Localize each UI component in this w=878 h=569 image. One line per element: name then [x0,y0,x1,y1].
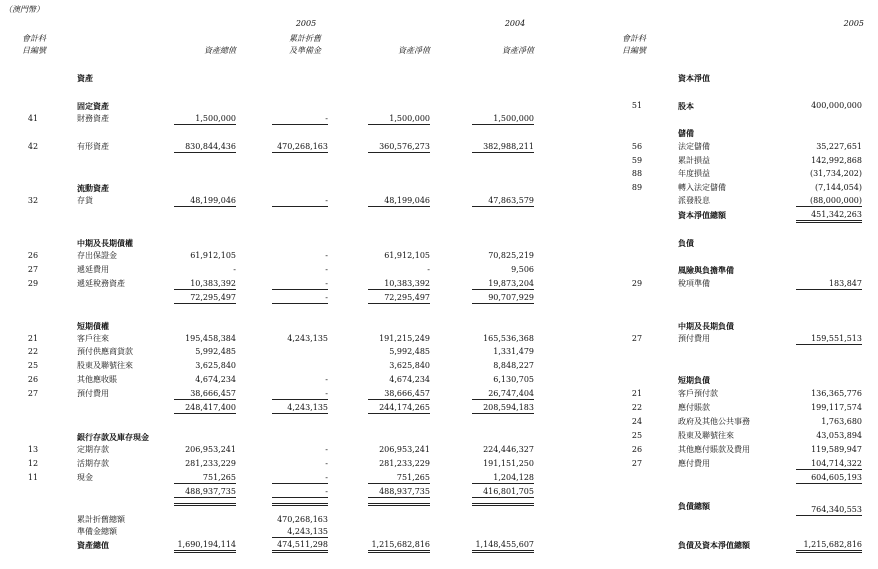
col-net-2004: 資產淨值 [502,46,534,55]
grand-total: 1,215,682,816 [796,540,862,553]
row-code: 24 [631,417,643,426]
short-value: 119,589,947 [811,445,862,454]
row-code: 25 [27,361,39,370]
reserve-value: (31,734,202) [809,169,862,178]
reserve-name: 法定儲備 [678,142,710,151]
code-label: 會計科 [22,34,46,43]
total-depr: 474,511,298 [272,540,328,553]
reserve-value: 142,992,868 [811,156,862,165]
subtotal-net: 244,174,265 [368,403,430,414]
depr-value: - [325,445,328,454]
prev-value: 191,151,250 [483,459,534,468]
equity-total-label: 資本淨值總額 [678,210,726,220]
double-rule [472,503,534,506]
short-value: 1,763,680 [821,417,862,426]
row-code: 89 [631,183,643,192]
subtotal-net: 488,937,735 [368,487,430,498]
prev-value: 165,536,368 [483,334,534,343]
assets-title: 資產 [77,73,93,83]
gross-value: 4,674,234 [195,375,236,384]
net-value: 191,215,249 [379,334,430,343]
reserve-value: 35,227,651 [816,142,862,151]
year-2005: 2005 [295,19,317,28]
row-code: 42 [27,142,39,151]
net-value: 10,383,392 [368,279,430,290]
row-code: 26 [631,445,643,454]
code-label: 目編號 [22,46,46,55]
row-code: 12 [27,459,39,468]
row-code: 41 [27,114,39,123]
subtotal-depr: 4,243,135 [272,403,328,414]
acc-depr-label: 累計折舊總額 [77,515,125,524]
row-name: 預付費用 [77,389,109,398]
net-value: - [427,265,430,274]
row-code: 26 [27,251,39,260]
row-name: 存貨 [77,196,93,205]
net-value: 206,953,241 [379,445,430,454]
col-gross: 資產總值 [204,46,236,55]
net-value: 61,912,105 [384,251,430,260]
row-code: 29 [27,279,39,288]
row-name: 客戶往來 [77,334,109,343]
reserve-name: 轉入法定儲備 [678,183,726,192]
net-value: 48,199,046 [368,196,430,207]
row-code: 56 [631,142,643,151]
prev-value: 1,500,000 [472,114,534,125]
row-code: 27 [631,459,643,468]
depr-value: - [325,265,328,274]
code-label: 會計科 [622,34,646,43]
gross-value: 1,500,000 [174,114,236,125]
total-prev: 1,148,455,607 [472,540,534,553]
short-name: 股東及聯號往來 [678,431,734,440]
long-name: 預付費用 [678,334,710,343]
reserves-heading: 儲備 [678,128,694,138]
prev-value: 224,446,327 [483,445,534,454]
net-value: 360,576,273 [368,142,430,153]
depr-value: 470,268,163 [272,142,328,153]
short-heading: 短期負債 [678,375,710,385]
row-code: 21 [27,334,39,343]
row-code: 26 [27,375,39,384]
row-code: 29 [631,279,643,288]
row-code: 22 [27,347,39,356]
net-value: 4,674,234 [389,375,430,384]
net-value: 3,625,840 [389,361,430,370]
short-value: 43,053,894 [816,431,862,440]
section-heading: 中期及長期債權 [77,238,133,248]
net-value: 38,666,457 [368,389,430,400]
prev-value: 1,204,128 [472,473,534,484]
row-name: 存出保證金 [77,251,117,260]
short-name: 客戶預付款 [678,389,718,398]
row-name: 有形資產 [77,142,109,151]
row-code: 59 [631,156,643,165]
gross-value: 3,625,840 [195,361,236,370]
double-rule [272,503,328,506]
row-code: 27 [27,389,39,398]
risk-name: 稅項準備 [678,279,710,288]
prev-value: 19,873,204 [472,279,534,290]
subtotal-depr: - [272,293,328,304]
reserve-name: 累計損益 [678,156,710,165]
subtotal-depr: - [272,487,328,498]
row-name: 財務資產 [77,114,109,123]
net-value: 281,233,229 [379,459,430,468]
gross-value: 751,265 [174,473,236,484]
short-total: 604,605,193 [796,473,862,484]
subtotal-prev: 416,801,705 [472,487,534,498]
gross-value: 281,233,229 [185,459,236,468]
subtotal-gross: 488,937,735 [174,487,236,498]
liabilities-title: 負債 [678,238,694,248]
row-code: 27 [631,334,643,343]
subtotal-gross: 72,295,497 [174,293,236,304]
row-name: 其他應收賬 [77,375,117,384]
gross-value: 61,912,105 [190,251,236,260]
short-value: 104,714,322 [796,459,862,470]
subtotal-net: 72,295,497 [368,293,430,304]
reserve-name: 派發股息 [678,196,710,205]
liab-total: 764,340,553 [796,505,862,516]
double-rule [174,503,236,506]
row-code: 27 [27,265,39,274]
gross-value: 38,666,457 [174,389,236,400]
subtotal-gross: 248,417,400 [174,403,236,414]
row-code: 25 [631,431,643,440]
total-assets-label: 資產總值 [77,540,109,550]
row-code: 51 [631,101,643,110]
total-gross: 1,690,194,114 [174,540,236,553]
prev-value: 47,863,579 [472,196,534,207]
long-heading: 中期及長期負債 [678,321,734,331]
long-value: 159,551,513 [796,334,862,345]
gross-value: 5,992,485 [195,347,236,356]
section-heading: 銀行存款及庫存現金 [77,432,149,442]
section-heading: 固定資產 [77,101,109,111]
col-net: 資產淨值 [398,46,430,55]
gross-value: 830,844,436 [174,142,236,153]
row-code: 32 [27,196,39,205]
gross-value: 195,458,384 [185,334,236,343]
section-heading: 短期債權 [77,321,109,331]
prev-value: 70,825,219 [488,251,534,260]
short-value: 199,117,574 [811,403,862,412]
row-code: 11 [27,473,39,482]
code-label: 目編號 [622,46,646,55]
row-name: 遞延費用 [77,265,109,274]
depr-value: - [272,279,328,290]
short-name: 政府及其他公共事務 [678,417,750,426]
row-name: 現金 [77,473,93,482]
depr-value: 4,243,135 [287,334,328,343]
equity-total: 451,342,263 [796,210,862,223]
prev-value: 382,988,211 [472,142,534,153]
row-code: 22 [631,403,643,412]
net-value: 5,992,485 [389,347,430,356]
currency-note: （澳門幣） [4,5,44,14]
short-name: 應付賬款 [678,403,710,412]
row-name: 股東及聯號往來 [77,361,133,370]
row-code: 88 [631,169,643,178]
prev-value: 1,331,479 [493,347,534,356]
double-rule [368,503,430,506]
grand-total-label: 負債及資本淨值總額 [678,540,750,550]
row-name: 定期存款 [77,445,109,454]
col-depr: 累計折舊 [289,34,321,43]
depr-value: - [272,114,328,125]
short-value: 136,365,776 [811,389,862,398]
net-value: 1,500,000 [368,114,430,125]
depr-value: - [272,196,328,207]
net-value: 751,265 [368,473,430,484]
row-code: 13 [27,445,39,454]
prev-value: 6,130,705 [493,375,534,384]
gross-value: 10,383,392 [174,279,236,290]
row-name: 活期存款 [77,459,109,468]
depr-value: - [272,389,328,400]
risk-heading: 風險與負擔準備 [678,265,734,275]
subtotal-prev: 208,594,183 [472,403,534,414]
prev-value: 26,747,404 [472,389,534,400]
depr-value: - [325,251,328,260]
provisions-value: 4,243,135 [272,527,328,538]
liab-total-label: 負債總額 [678,501,710,511]
gross-value: 48,199,046 [174,196,236,207]
risk-value: 183,847 [796,279,862,290]
depr-value: - [272,473,328,484]
capital-label: 股本 [678,101,694,111]
provisions-label: 準備金總額 [77,527,117,536]
short-name: 應付費用 [678,459,710,468]
subtotal-prev: 90,707,929 [472,293,534,304]
reserve-value: (88,000,000) [796,196,862,207]
depr-value: - [325,459,328,468]
row-code: 21 [631,389,643,398]
total-net: 1,215,682,816 [368,540,430,553]
col-depr: 及準備金 [289,46,321,55]
row-name: 遞延稅務資產 [77,279,125,288]
acc-depr-value: 470,268,163 [277,515,328,524]
equity-title: 資本淨值 [678,73,710,83]
row-name: 預付供應商貨款 [77,347,133,356]
capital-value: 400,000,000 [811,101,862,110]
reserve-value: (7,144,054) [815,183,862,192]
reserve-name: 年度損益 [678,169,710,178]
prev-value: 8,848,227 [493,361,534,370]
gross-value: - [233,265,236,274]
prev-value: 9,506 [511,265,534,274]
gross-value: 206,953,241 [185,445,236,454]
year-2004: 2004 [504,19,526,28]
section-heading: 流動資產 [77,183,109,193]
year-2005: 2005 [843,19,864,28]
depr-value: - [325,375,328,384]
short-name: 其他應付賬款及費用 [678,445,750,454]
